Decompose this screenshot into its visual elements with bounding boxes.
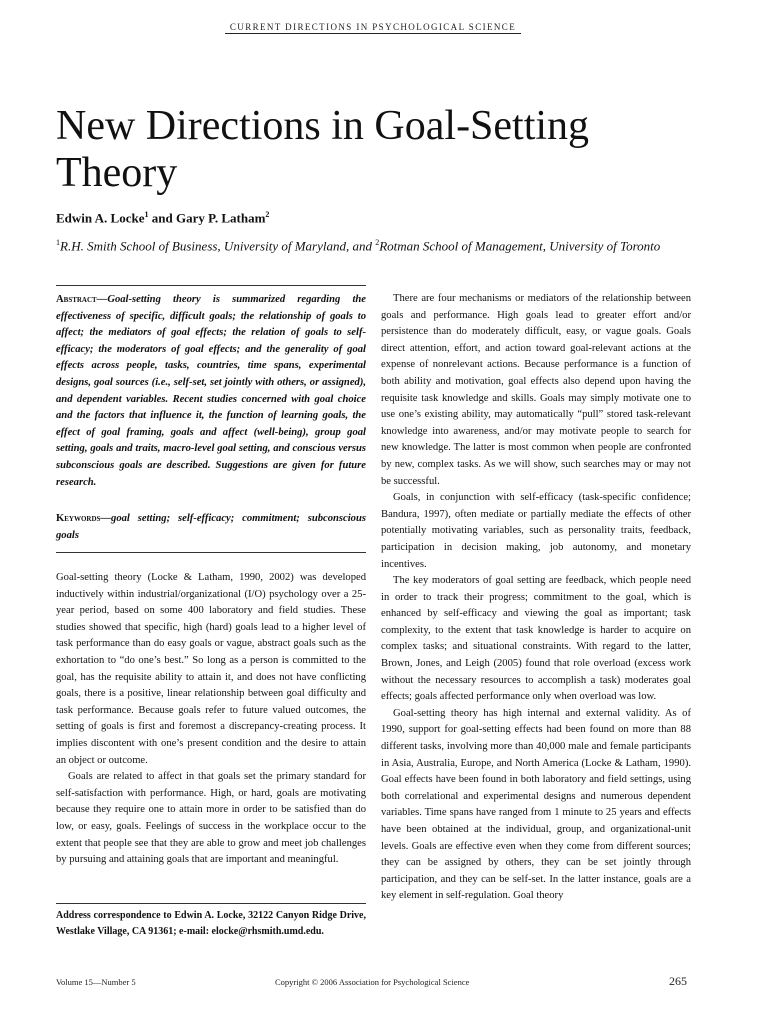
abstract-text: Goal-setting theory is summarized regarding the effectiveness of specific, difficult goals; the relationship of goals to affect; the mediators of goal effects; the relation of goals to self-efficacy; the moderators of goal effects; and the generality of goal effects across people, tasks, countries, time spans, experimental designs, goal sources (i.e., self-set, set jointly with others, or assigned), and dependent variables. Recent studies concerned with goal choice and the factors that influence it, the function of learning goals, the effect of goal framing, goals and affect (well-being), group goal setting, goals and traits, macro-level goal setting, and conscious versus subconscious goals are described. Suggestions are given for future research. [56,294,366,488]
author-2-sup: 2 [265,210,270,219]
abstract-dash: — [96,294,108,305]
author-line [56,210,269,226]
running-head: CURRENT DIRECTIONS IN PSYCHOLOGICAL SCIENCE [225,22,521,34]
body-paragraph: Goal-setting theory (Locke & Latham, 1990, 2002) was developed inductively within industrial/organizational (I/O) psychology over a 25-year period, based on some 400 laboratory and field studies. These studies showed that specific, high (hard) goals lead to a higher level of task performance than do easy goals or vague, abstract goals such as the exhortation to “do one’s best.” So long as a person is committed to the goal, has the requisite ability to attain it, and does not have conflicting goals, there is a positive, linear relationship between goal difficulty and task performance. Because goals refer to future valued outcomes, the setting of goals is first and foremost a discrepancy-creating process. It implies discontent with one’s present condition and the desire to attain an object or outcome. [56,572,366,766]
author-1: Edwin A. Locke [56,210,145,226]
body-paragraph: The key moderators of goal setting are feedback, which people need in order to track their progress; commitment to the goal, which is enhanced by self-efficacy and viewing the goal as important; task complexity, to the extent that task knowledge is harder to acquire on complex tasks; and situational constraints. With regard to the latter, Brown, Jones, and Leigh (2005) found that role overload (excess work without the necessary resources to accomplish a task) moderates goal effects; goals affected performance only when overload was low. [381,575,691,703]
keywords-label: Keywords [56,513,101,524]
abstract-top-rule [56,285,366,286]
affil-1: R.H. Smith School of Business, University of Maryland, and [60,238,376,254]
body-paragraph: There are four mechanisms or mediators of the relationship between goals and performance. High goals lead to greater effort and/or persistence than do moderately difficult, easy, or vague goals. Goals direct attention, effort, and action toward goal-relevant actions at the expense of nonrelevant actions. Because performance is a function of both ability and motivation, goal effects also depend upon having the requisite task knowledge and skills. Goals may simply motivate one to use one’s existing ability, may automatically “pull” stored task-relevant knowledge into awareness, and/or may motivate people to search for new knowledge. The latter is most common when people are confronted by new, complex tasks. As we will show, such searches may or may not be successful. [381,293,691,487]
keywords-text: goal setting; self-efficacy; commitment; subconscious goals [56,513,366,541]
abstract-label: Abstract [56,294,97,305]
keywords-dash: — [100,513,112,524]
body-paragraph: Goal-setting theory has high internal and external validity. As of 1990, support for goal-setting effects had been found on more than 88 different tasks, involving more than 40,000 male and female participants in Asia, Australia, Europe, and North America (Locke & Latham, 1990). Goal effects have been found in both laboratory and field settings, using both correlational and experimental designs and numerous dependent variables. Time spans have ranged from 1 minute to 25 years and effects have been obtained at the individual, group, and organizational-unit levels. Goals are effective even when they come from different sources; they can be assigned by others, they can be set jointly through participation, and they can be self-set. In the latter instance, goals are a key element in self-regulation. Goal theory [381,707,691,902]
correspondence-rule [56,903,366,904]
body-right-column [381,291,691,905]
author-conjunction: and [148,210,176,226]
correspondence-note [56,908,366,940]
footer-copyright: Copyright © 2006 Association for Psychological Science [275,977,470,987]
body-paragraph: Goals are related to affect in that goals set the primary standard for self-satisfaction with performance. High, or hard, goals are motivating because they require one to attain more in order to be satisfied than do low, or easy, goals. Feelings of success in the workplace occur to the extent that people see that they are able to grow and meet job challenges by pursuing and attaining goals that are important and meaningful. [56,771,366,866]
body-paragraph: Goals, in conjunction with self-efficacy (task-specific confidence; Bandura, 1997), often mediate or partially mediate the effects of other potentially motivating variables, such as personality traits, feedback, participation in decision making, job autonomy, and monetary incentives. [381,492,691,570]
author-2: Gary P. Latham [175,210,266,226]
affil-2: Rotman School of Management, University of Toronto [379,238,661,254]
page-number: 265 [669,974,687,988]
keywords [56,511,366,544]
affil-2-sup: 2 [375,238,380,247]
affil-1-sup: 1 [56,238,60,247]
affiliations [56,238,736,254]
author-1-sup: 1 [144,210,149,219]
article-title: New Directions in Goal-Setting Theory [56,103,590,196]
correspondence-text: Address correspondence to Edwin A. Locke, 32122 Canyon Ridge Drive, Westlake Village, CA 91361; e-mail: elocke@rhsmith.umd.edu. [56,910,366,937]
footer-volume: Volume 15—Number 5 [56,977,136,987]
abstract-bottom-rule [56,552,366,553]
body-left-column [56,570,366,869]
abstract [56,292,366,491]
